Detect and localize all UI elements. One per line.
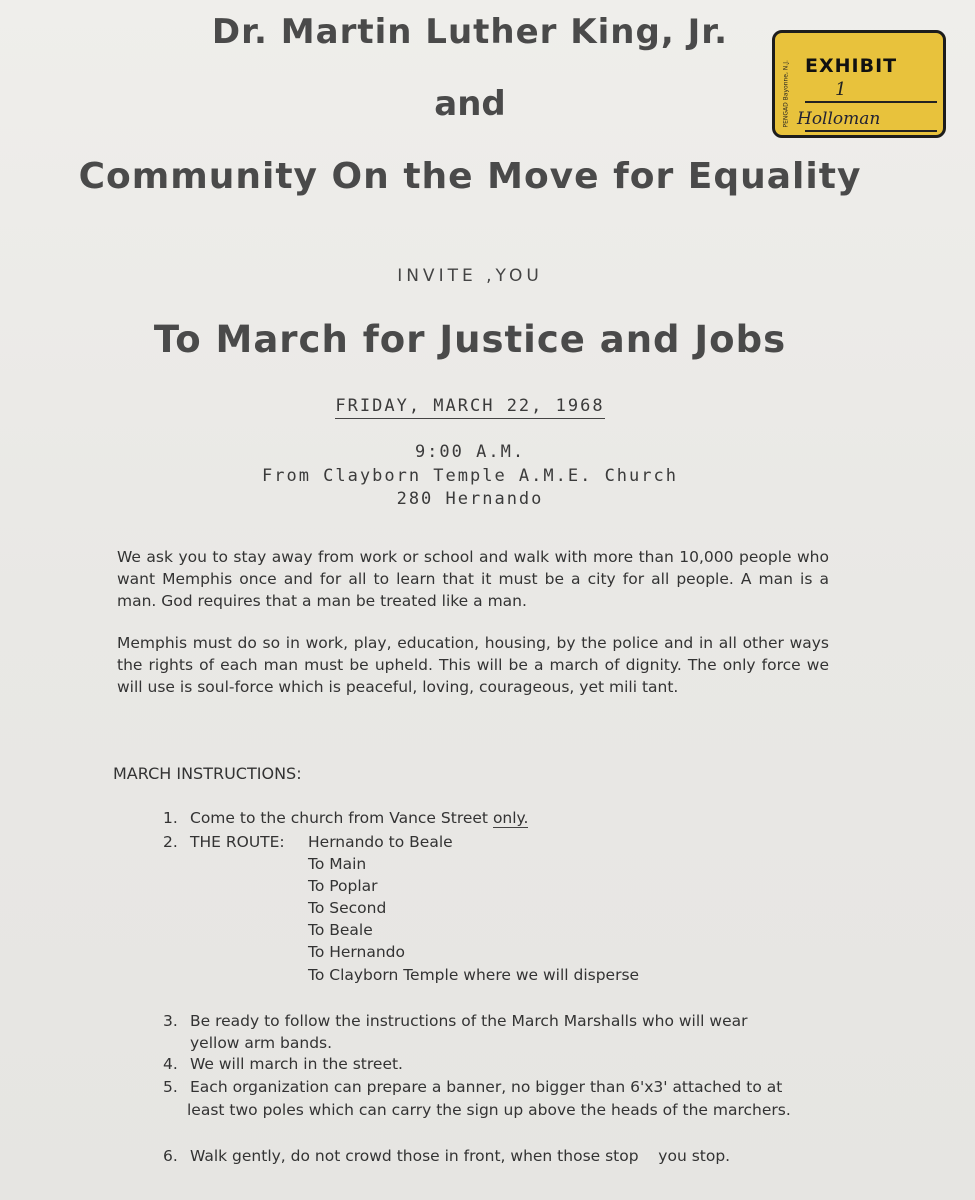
event-date <box>0 396 940 416</box>
sticker-rule <box>805 101 937 103</box>
invite-text: INVITE ,YOU <box>397 266 543 286</box>
event-address: 280 Hernando <box>396 489 544 509</box>
instruction-item-5-cont: least two poles which can carry the sign up above the heads of the marchers. <box>187 1101 791 1119</box>
route-step: To Second <box>308 899 387 917</box>
item-text <box>190 807 528 829</box>
item-number: 3. <box>163 1012 178 1030</box>
march-title: To March for Justice and Jobs <box>153 318 787 361</box>
item-number: 2. <box>163 833 178 851</box>
exhibit-number: 1 <box>835 79 847 100</box>
item-3-line-1: Be ready to follow the instructions of the March Marshalls who will wear <box>190 1012 748 1030</box>
route-step: To Beale <box>308 921 373 939</box>
route-label: THE ROUTE: <box>190 833 285 851</box>
item-number: 4. <box>163 1055 178 1073</box>
sticker-rule <box>805 130 937 132</box>
event-date-text: FRIDAY, MARCH 22, 1968 <box>335 396 604 419</box>
event-time: 9:00 A.M. <box>414 442 526 462</box>
title-line-1: Dr. Martin Luther King, Jr. <box>211 12 729 52</box>
paragraph-2: Memphis must do so in work, play, education, housing, by the police and in all other ways the rights of each man must be upheld. This will be a march of dignity. The only force we will use is soul-force which is peaceful, loving, courageous, yet mili tant. <box>117 634 829 696</box>
route-step: To Clayborn Temple where we will disperse <box>308 966 640 984</box>
item-1-text: Come to the church from Vance Street <box>190 809 488 827</box>
item-5-line-1: Each organization can prepare a banner, no bigger than 6'x3' attached to at <box>190 1078 783 1096</box>
item-1-emphasis: only. <box>492 809 529 827</box>
item-number: 5. <box>163 1078 178 1096</box>
item-number: 1. <box>163 809 178 827</box>
exhibit-signature: Holloman <box>797 109 881 129</box>
sticker-maker-mark <box>777 41 791 131</box>
item-6-text: Walk gently, do not crowd those in front, when those stop you stop. <box>190 1147 731 1165</box>
title-line-2: and <box>434 84 506 124</box>
sticker-side-text: PENGAD Bayonne, N.J. <box>782 60 790 128</box>
route-step: To Hernando <box>308 943 406 961</box>
item-4-text: We will march in the street. <box>190 1055 403 1073</box>
instructions-heading: MARCH INSTRUCTIONS: <box>113 764 302 783</box>
instruction-item-3-cont: yellow arm bands. <box>190 1034 333 1052</box>
exhibit-sticker <box>772 30 946 138</box>
paragraph-1: We ask you to stay away from work or school and walk with more than 10,000 people who want Memphis once and for all to learn that it must be a city for all people. A man is a man. God requires that a man be treated like a man. <box>117 548 829 610</box>
title-line-3: Community On the Move for Equality <box>78 156 862 197</box>
route-step: To Poplar <box>308 877 378 895</box>
event-location: From Clayborn Temple A.M.E. Church <box>262 466 678 486</box>
item-number: 6. <box>163 1147 178 1165</box>
route-step: To Main <box>308 855 367 873</box>
route-step: Hernando to Beale <box>308 833 453 851</box>
exhibit-label: EXHIBIT <box>805 55 898 77</box>
